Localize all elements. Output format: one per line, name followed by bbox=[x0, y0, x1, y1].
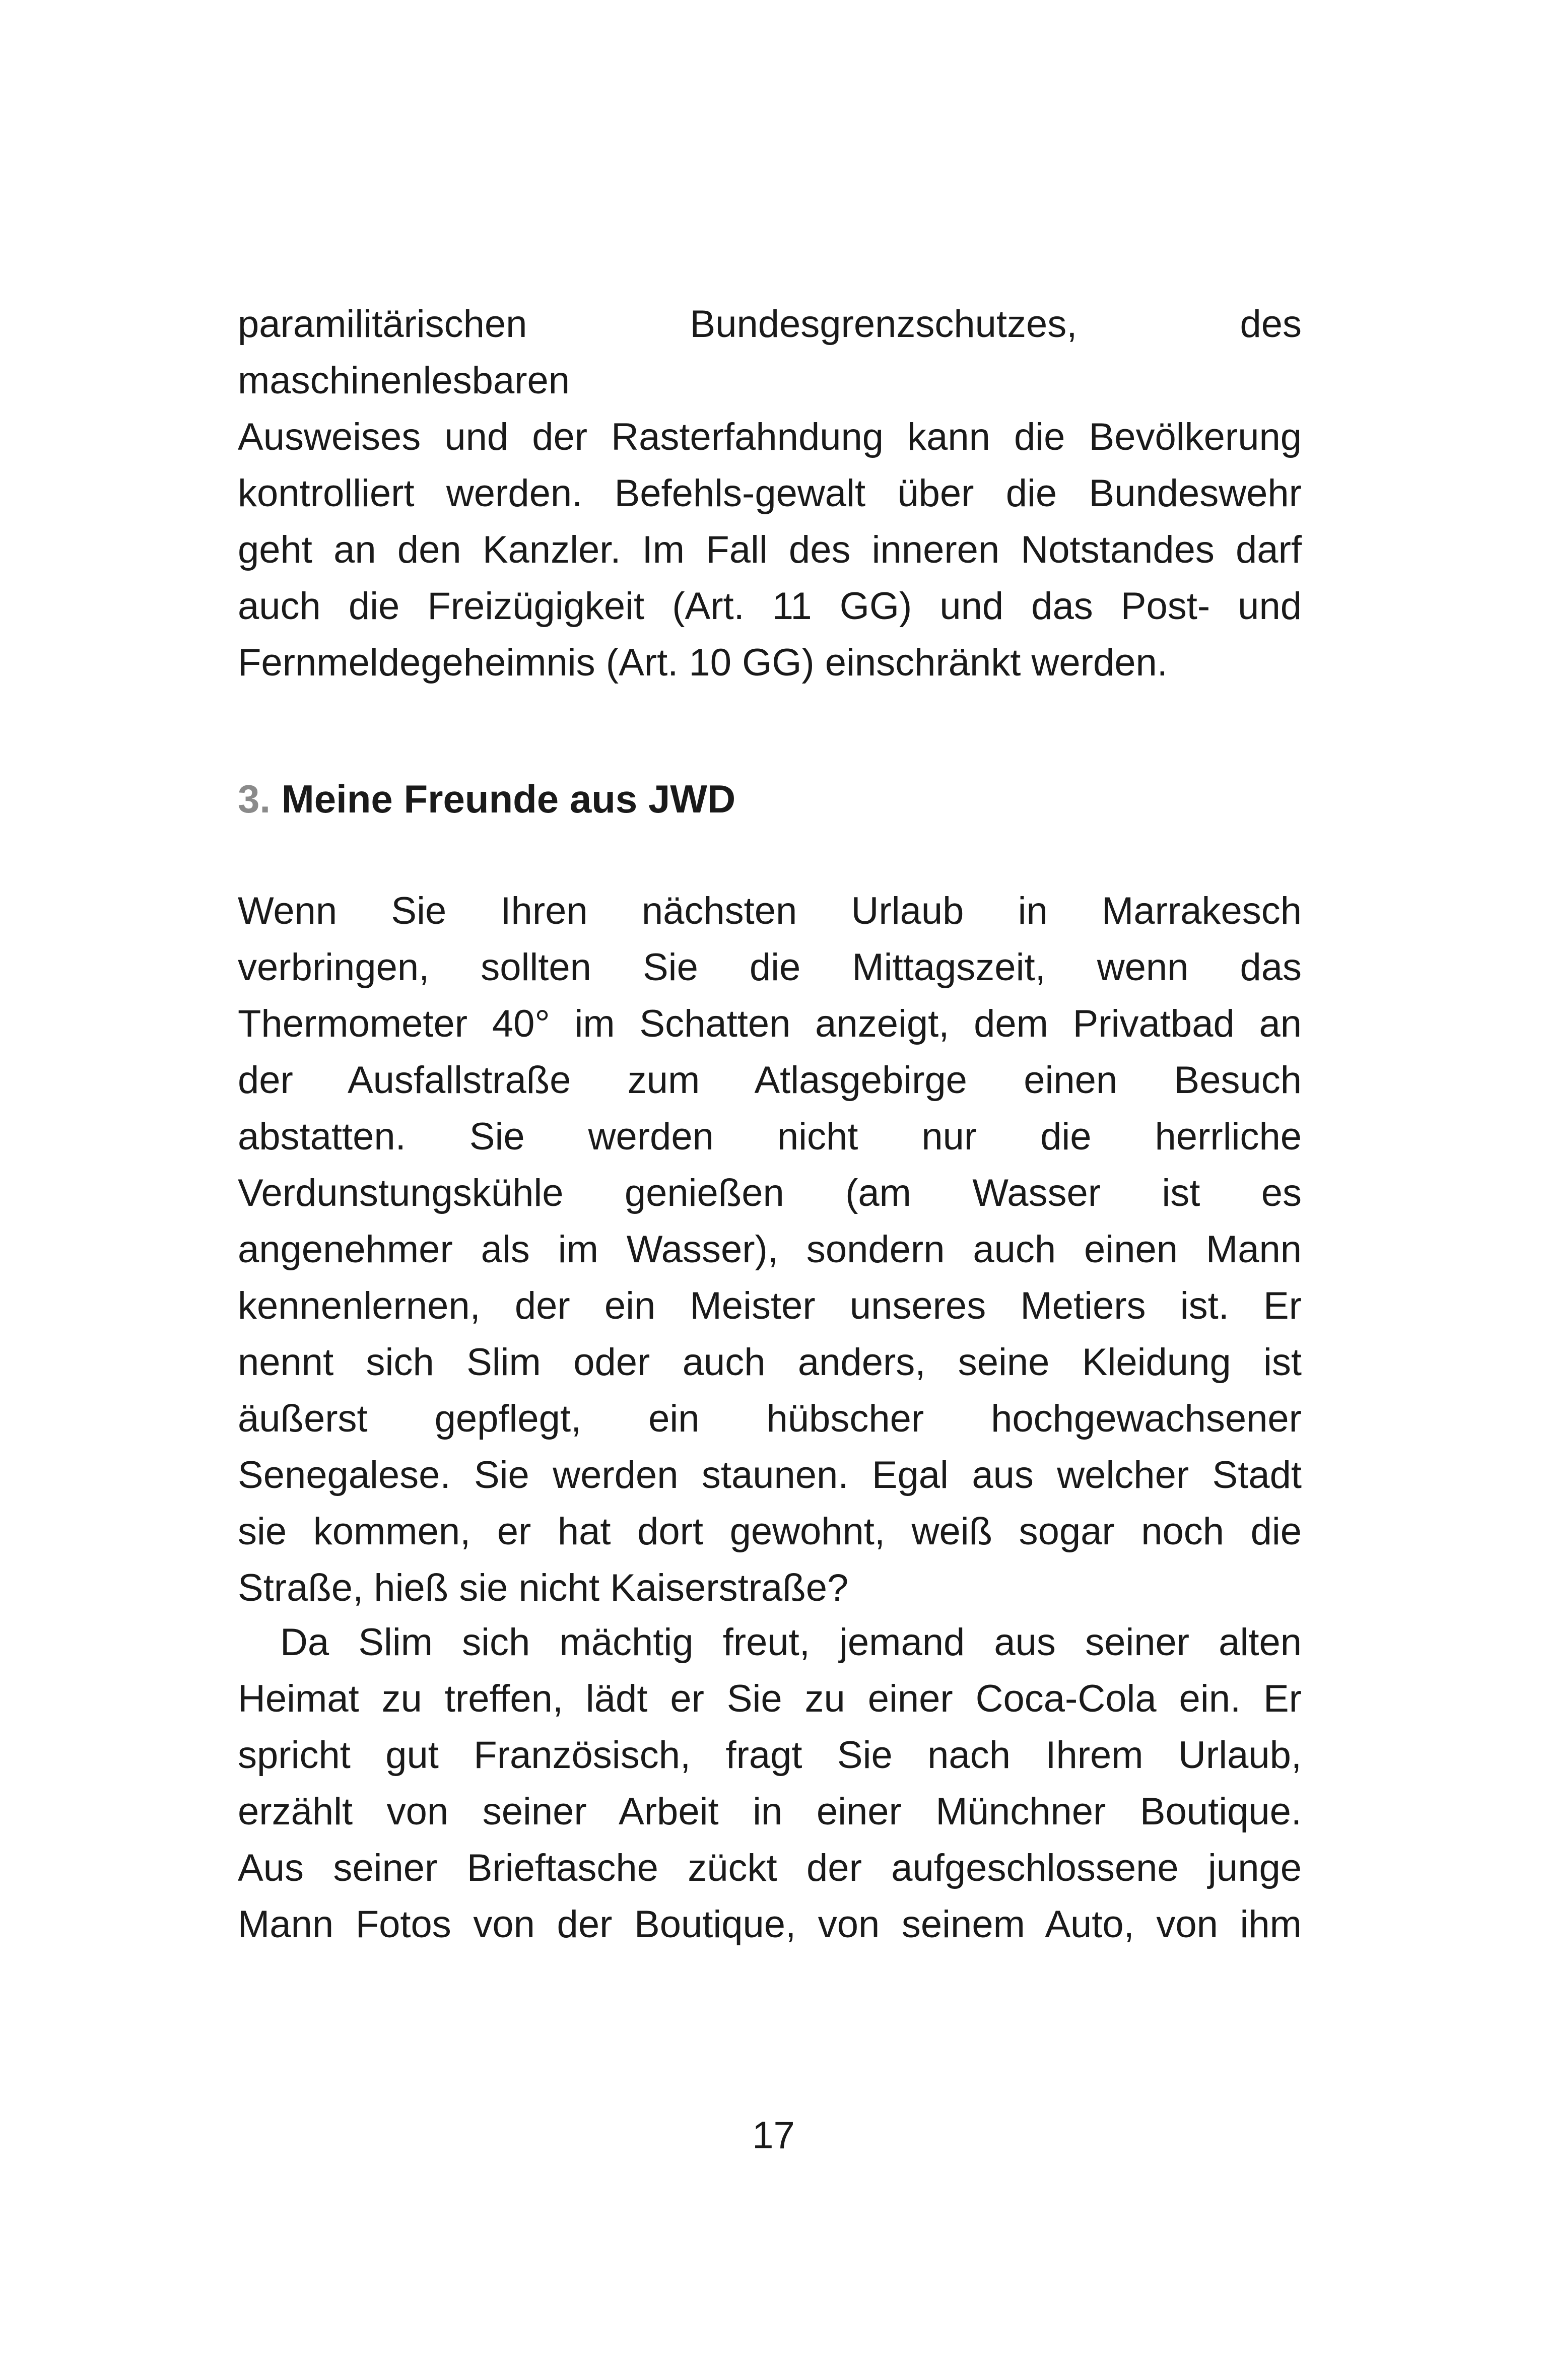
section-number: 3. bbox=[238, 777, 271, 821]
text-line: Da Slim sich mächtig freut, jemand aus seiner alten bbox=[280, 1621, 1302, 1664]
text-line: sie kommen, er hat dort gewohnt, weiß sogar noch die bbox=[238, 1510, 1302, 1553]
text-line: Ausweises und der Rasterfahndung kann die Bevölkerung bbox=[238, 416, 1302, 458]
text-line: abstatten. Sie werden nicht nur die herrliche bbox=[238, 1115, 1302, 1158]
text-line: erzählt von seiner Arbeit in einer Münchner Boutique. bbox=[238, 1790, 1302, 1833]
paragraph-marrakesch bbox=[238, 883, 1302, 1616]
text-line: verbringen, sollten Sie die Mittagszeit, wenn das bbox=[238, 946, 1302, 989]
text-line: angenehmer als im Wasser), sondern auch einen Mann bbox=[238, 1228, 1302, 1271]
text-line: Senegalese. Sie werden staunen. Egal aus welcher Stadt bbox=[238, 1454, 1302, 1497]
text-line: Aus seiner Brieftasche zückt der aufgeschlossene junge bbox=[238, 1847, 1302, 1889]
paragraph-slim bbox=[238, 1614, 1302, 1953]
section-title: Meine Freunde aus JWD bbox=[281, 777, 736, 821]
text-line: spricht gut Französisch, fragt Sie nach Ihrem Urlaub, bbox=[238, 1734, 1302, 1777]
text-line: kontrolliert werden. Befehls-gewalt über die Bundeswehr bbox=[238, 472, 1302, 515]
text-line: nennt sich Slim oder auch anders, seine Kleidung ist bbox=[238, 1341, 1302, 1384]
text-line: paramilitärischen Bundesgrenzschutzes, des bbox=[238, 303, 1302, 346]
section-heading bbox=[238, 771, 735, 827]
text-line: maschinenlesbaren bbox=[238, 359, 570, 402]
text-line: Heimat zu treffen, lädt er Sie zu einer Coca-Cola ein. Er bbox=[238, 1677, 1302, 1720]
text-line: kennenlernen, der ein Meister unseres Metiers ist. Er bbox=[238, 1284, 1302, 1327]
text-line: Straße, hieß sie nicht Kaiserstraße? bbox=[238, 1567, 849, 1609]
text-line: auch die Freizügigkeit (Art. 11 GG) und das Post- und bbox=[238, 585, 1302, 628]
text-line: Verdunstungskühle genießen (am Wasser ist es bbox=[238, 1172, 1302, 1214]
text-line: Thermometer 40° im Schatten anzeigt, dem Privatbad an bbox=[238, 1002, 1302, 1045]
paragraph-notstand bbox=[238, 296, 1302, 691]
page-number: 17 bbox=[752, 2114, 795, 2157]
text-line: geht an den Kanzler. Im Fall des inneren Notstandes darf bbox=[238, 528, 1302, 571]
text-line: Wenn Sie Ihren nächsten Urlaub in Marrakesch bbox=[238, 890, 1302, 932]
text-line: äußerst gepflegt, ein hübscher hochgewachsener bbox=[238, 1397, 1302, 1440]
text-line: Mann Fotos von der Boutique, von seinem Auto, von ihm bbox=[238, 1903, 1302, 1946]
text-line: der Ausfallstraße zum Atlasgebirge einen Besuch bbox=[238, 1059, 1302, 1102]
text-line: Fernmeldegeheimnis (Art. 10 GG) einschränkt werden. bbox=[238, 641, 1168, 684]
